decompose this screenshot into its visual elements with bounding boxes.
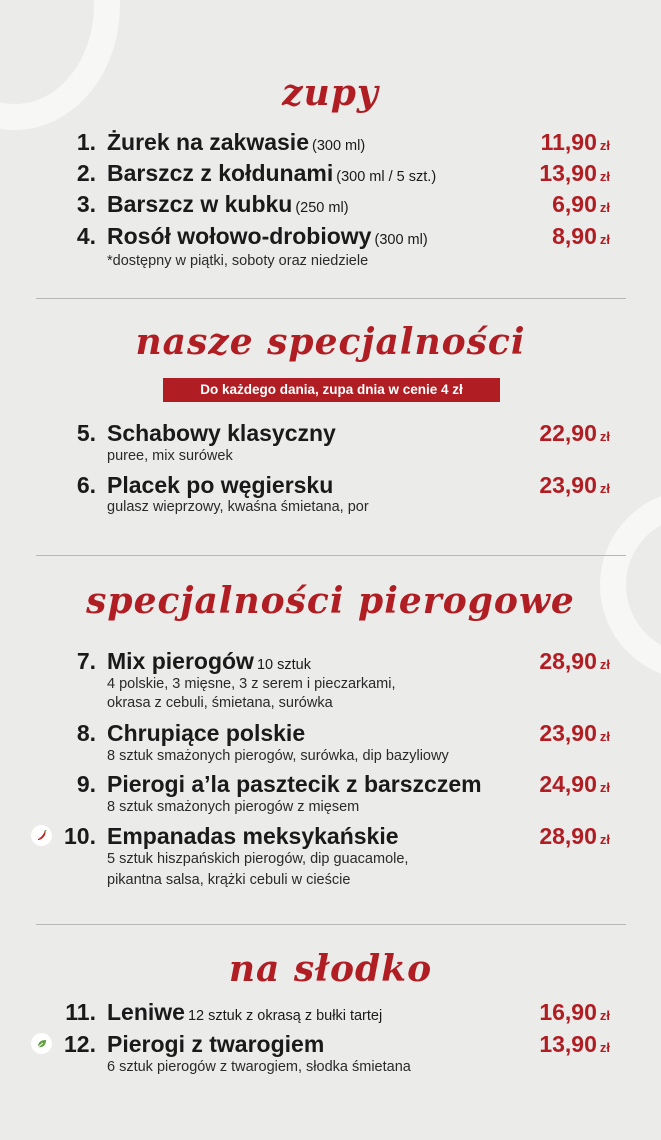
item-description: 8 sztuk smażonych pierogów z mięsem (107, 799, 360, 815)
item-number: 10. (64, 823, 96, 849)
item-number: 8. (76, 720, 96, 746)
item-description: 4 polskie, 3 mięsne, 3 z serem i pieczarkami, (107, 676, 396, 692)
item-price: 6,90 zł (552, 191, 610, 217)
item-description: okrasa z cebuli, śmietana, surówka (107, 695, 333, 711)
item-number: 12. (64, 1031, 96, 1057)
item-description: 8 sztuk smażonych pierogów, surówka, dip bazyliowy (107, 748, 449, 764)
item-price: 16,90 zł (539, 999, 610, 1025)
item-price: 11,90 zł (540, 129, 610, 155)
item-number: 6. (76, 472, 96, 498)
item-description: 6 sztuk pierogów z twarogiem, słodka śmietana (107, 1059, 411, 1075)
item-description: puree, mix surówek (107, 448, 233, 464)
item-name: Chrupiące polskie (107, 720, 306, 746)
item-size: 10 sztuk (256, 657, 311, 673)
item-name: Pierogi z twarogiem (107, 1031, 325, 1057)
section-divider (36, 555, 626, 556)
section-title-nasze-specjalnosci: nasze specjalności (135, 321, 526, 363)
item-price: 23,90 zł (539, 720, 610, 746)
section-title-specjalnosci-pierogowe: specjalności pierogowe (86, 580, 575, 622)
section-title-na-slodko: na słodko (228, 948, 433, 990)
item-note: *dostępny w piątki, soboty oraz niedziele (107, 253, 369, 269)
item-name: Rosół wołowo-drobiowy (107, 223, 372, 249)
item-description: gulasz wieprzowy, kwaśna śmietana, por (107, 499, 369, 515)
item-size: 12 sztuk z okrasą z bułki tartej (187, 1008, 383, 1024)
item-name: Placek po węgiersku (107, 472, 334, 498)
item-name: Pierogi a’la pasztecik z barszczem (107, 771, 482, 797)
item-size: (250 ml) (295, 200, 349, 216)
item-price: 13,90 zł (539, 1031, 610, 1057)
item-name: Żurek na zakwasie (107, 129, 309, 155)
item-price: 8,90 zł (552, 223, 610, 249)
item-description: 5 sztuk hiszpańskich pierogów, dip guacamole, (107, 851, 409, 867)
item-number: 5. (76, 420, 96, 446)
item-price: 28,90 zł (539, 823, 610, 849)
item-description: pikantna salsa, krążki cebuli w cieście (107, 872, 351, 888)
item-size: (300 ml) (374, 232, 428, 248)
item-name: Barszcz z kołdunami (107, 160, 334, 186)
item-name: Empanadas meksykańskie (107, 823, 399, 849)
item-number: 1. (76, 129, 96, 155)
item-name: Mix pierogów (107, 648, 254, 674)
item-price: 13,90 zł (539, 160, 610, 186)
item-number: 9. (76, 771, 96, 797)
section-title-zupy: zupy (282, 72, 379, 114)
item-price: 24,90 zł (539, 771, 610, 797)
vegetarian-leaf-icon (31, 1033, 52, 1054)
promo-banner: Do każdego dania, zupa dnia w cenie 4 zł (163, 378, 500, 402)
item-price: 28,90 zł (539, 648, 610, 674)
item-number: 2. (76, 160, 96, 186)
item-size: (300 ml / 5 szt.) (336, 169, 437, 185)
item-number: 4. (76, 223, 96, 249)
item-number: 7. (76, 648, 96, 674)
item-size: (300 ml) (312, 138, 366, 154)
item-price: 23,90 zł (539, 472, 610, 498)
chili-pepper-icon (31, 825, 52, 846)
item-number: 11. (65, 999, 96, 1025)
section-divider (36, 924, 626, 925)
section-divider (36, 298, 626, 299)
item-name: Schabowy klasyczny (107, 420, 336, 446)
item-name: Barszcz w kubku (107, 191, 293, 217)
item-price: 22,90 zł (539, 420, 610, 446)
item-name: Leniwe (107, 999, 185, 1025)
item-number: 3. (76, 191, 96, 217)
